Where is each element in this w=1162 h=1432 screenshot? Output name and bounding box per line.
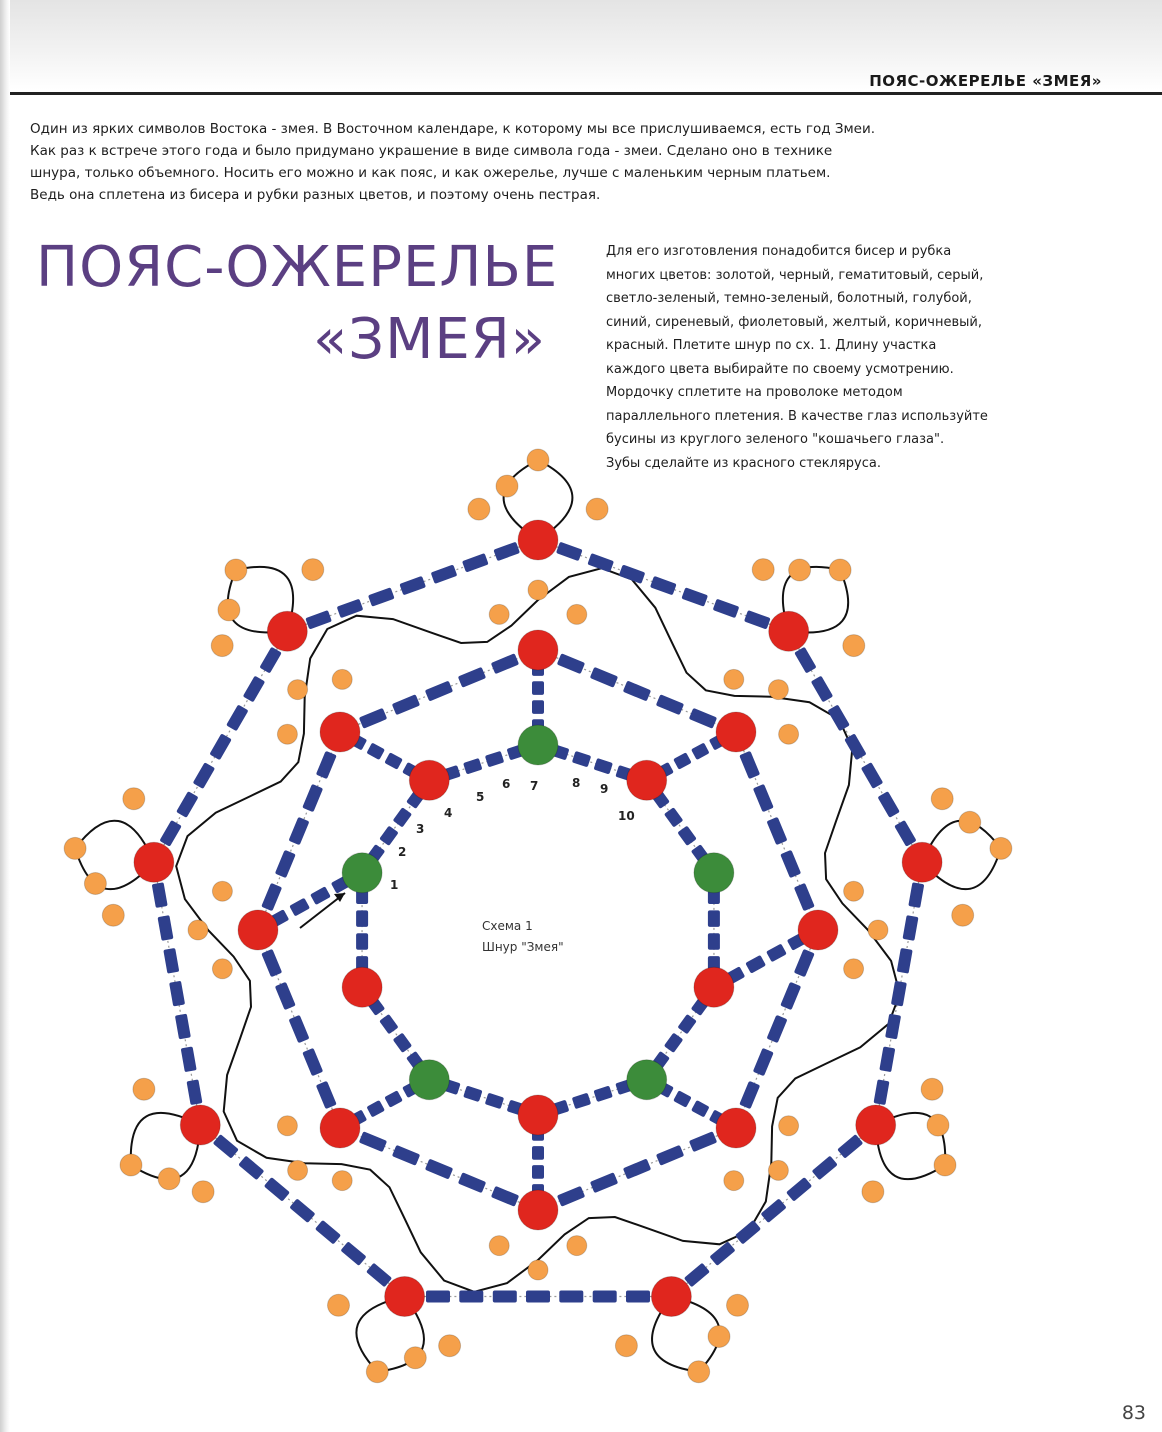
bugle-bead bbox=[767, 1015, 788, 1043]
red-bead bbox=[342, 967, 382, 1007]
red-bead bbox=[518, 1095, 558, 1135]
bugle-bead bbox=[315, 1220, 341, 1245]
bugle-bead bbox=[289, 1198, 315, 1223]
red-bead bbox=[856, 1105, 896, 1145]
bugle-bead bbox=[379, 1014, 398, 1034]
orange-bead bbox=[302, 559, 324, 581]
bugle-bead bbox=[526, 1291, 550, 1303]
bugle-bead bbox=[885, 1014, 901, 1040]
bugle-bead bbox=[572, 1093, 591, 1110]
red-bead bbox=[320, 1108, 360, 1148]
intro-paragraph bbox=[30, 118, 1130, 206]
bugle-bead bbox=[780, 850, 801, 878]
bugle-bead bbox=[264, 1177, 290, 1202]
orange-bead bbox=[489, 1236, 509, 1256]
orange-bead bbox=[927, 1114, 949, 1136]
bugle-bead bbox=[794, 883, 815, 911]
orange-bead bbox=[404, 1347, 426, 1369]
bugle-bead bbox=[891, 981, 907, 1007]
bugle-bead bbox=[379, 826, 398, 846]
bugle-bead bbox=[485, 751, 504, 768]
green-bead bbox=[518, 725, 558, 765]
instruction-line: светло-зеленый, темно-зеленый, болотный, голубой, bbox=[606, 291, 972, 306]
orange-bead bbox=[688, 1361, 710, 1383]
orange-bead bbox=[328, 1294, 350, 1316]
red-bead bbox=[798, 910, 838, 950]
step-number: 7 bbox=[530, 779, 539, 793]
bugle-bead bbox=[708, 933, 720, 950]
bugle-bead bbox=[425, 1159, 453, 1180]
orange-bead bbox=[332, 1171, 352, 1191]
step-number: 1 bbox=[390, 878, 399, 892]
red-bead bbox=[180, 1105, 220, 1145]
orange-bead bbox=[844, 881, 864, 901]
intro-line: Ведь она сплетена из бисера и рубки разных цветов, и поэтому очень пестрая. bbox=[30, 187, 601, 203]
step-number: 10 bbox=[618, 809, 635, 823]
bugle-bead bbox=[879, 1046, 895, 1072]
instruction-line: Зубы сделайте из красного стекляруса. bbox=[606, 455, 881, 471]
instruction-line: многих цветов: золотой, черный, гематитовый, серый, bbox=[606, 267, 984, 283]
instruction-line: Для его изготовления понадобится бисер и рубка bbox=[606, 244, 952, 259]
bugle-bead bbox=[677, 1014, 696, 1034]
bugle-bead bbox=[359, 1131, 387, 1152]
bugle-bead bbox=[593, 1291, 617, 1303]
bugle-bead bbox=[681, 587, 708, 606]
step-number: 9 bbox=[600, 782, 609, 796]
red-bead bbox=[716, 1108, 756, 1148]
orange-bead bbox=[724, 1171, 744, 1191]
instruction-line: бусины из круглого зеленого "кошачьего глаза". bbox=[606, 432, 945, 447]
red-bead bbox=[518, 520, 558, 560]
bugle-bead bbox=[532, 700, 544, 714]
bugle-bead bbox=[289, 898, 310, 917]
bugle-bead bbox=[766, 943, 787, 962]
orange-bead bbox=[615, 1335, 637, 1357]
bugle-bead bbox=[878, 791, 900, 818]
bugle-bead bbox=[593, 1086, 612, 1103]
bugle-bead bbox=[384, 752, 403, 769]
red-bead bbox=[409, 760, 449, 800]
bugle-bead bbox=[431, 564, 458, 583]
bugle-bead bbox=[689, 708, 717, 729]
bugle-bead bbox=[356, 910, 368, 927]
bugle-bead bbox=[532, 681, 544, 695]
red-bead bbox=[694, 967, 734, 1007]
bugle-bead bbox=[590, 1172, 618, 1193]
orange-bead bbox=[489, 604, 509, 624]
bugle-bead bbox=[366, 743, 385, 760]
orange-bead bbox=[727, 1294, 749, 1316]
bugle-bead bbox=[302, 1048, 323, 1076]
bugle-bead bbox=[152, 882, 168, 908]
bugle-bead bbox=[713, 599, 740, 618]
intro-line: Как раз к встрече этого года и было придумано украшение в виде символа года - змеи. Сделано оно в технике bbox=[30, 143, 833, 159]
bugle-bead bbox=[169, 981, 185, 1007]
beading-schema-diagram bbox=[0, 380, 1162, 1430]
article-title-line2: «ЗМЕЯ» bbox=[312, 307, 546, 372]
bugle-bead bbox=[458, 667, 486, 688]
red-bead bbox=[238, 910, 278, 950]
running-header: ПОЯС-ОЖЕРЕЛЬЕ «ЗМЕЯ» bbox=[869, 72, 1102, 90]
bugle-bead bbox=[226, 705, 248, 732]
bugle-bead bbox=[556, 542, 583, 561]
bugle-bead bbox=[623, 1159, 651, 1180]
bugle-bead bbox=[458, 1172, 486, 1193]
orange-bead bbox=[64, 837, 86, 859]
bugle-bead bbox=[691, 1100, 710, 1118]
step-number: 8 bbox=[572, 776, 581, 790]
orange-bead bbox=[567, 1236, 587, 1256]
bugle-bead bbox=[623, 681, 651, 702]
orange-bead bbox=[528, 1260, 548, 1280]
red-bead bbox=[627, 760, 667, 800]
bugle-bead bbox=[491, 653, 519, 674]
orange-bead bbox=[768, 1160, 788, 1180]
bugle-bead bbox=[894, 820, 916, 847]
intro-line: шнура, только объемного. Носить его можно и как пояс, и как ожерелье, лучше с маленьким черным платьем. bbox=[30, 165, 831, 181]
bugle-bead bbox=[828, 705, 850, 732]
bugle-bead bbox=[368, 587, 395, 606]
bugle-bead bbox=[656, 694, 684, 715]
bugle-bead bbox=[393, 1033, 412, 1053]
intro-line: Один из ярких символов Востока - змея. В Восточном календаре, к которому мы все прислушиваемся, есть год Змеи. bbox=[30, 121, 876, 137]
bugle-bead bbox=[238, 1156, 264, 1181]
bugle-bead bbox=[689, 1131, 717, 1152]
step-number: 4 bbox=[444, 806, 453, 820]
schema-caption-title: Схема 1 bbox=[482, 919, 533, 933]
orange-bead bbox=[123, 788, 145, 810]
thread-line bbox=[176, 568, 900, 1292]
bugle-bead bbox=[193, 762, 215, 789]
page-number: 83 bbox=[1121, 1402, 1146, 1424]
bugle-bead bbox=[557, 653, 585, 674]
bugle-bead bbox=[626, 1291, 650, 1303]
bugle-bead bbox=[708, 910, 720, 927]
orange-bead bbox=[212, 881, 232, 901]
bugle-bead bbox=[176, 791, 198, 818]
bugle-bead bbox=[664, 807, 683, 827]
orange-bead bbox=[225, 559, 247, 581]
bugle-bead bbox=[463, 1086, 482, 1103]
bugle-bead bbox=[302, 784, 323, 812]
orange-bead bbox=[158, 1168, 180, 1190]
bugle-bead bbox=[289, 1015, 310, 1043]
bugle-bead bbox=[744, 610, 771, 629]
bugle-bead bbox=[590, 667, 618, 688]
orange-bead bbox=[288, 680, 308, 700]
bugle-bead bbox=[811, 676, 833, 703]
orange-bead bbox=[133, 1078, 155, 1100]
bugle-bead bbox=[384, 1090, 403, 1108]
orange-bead bbox=[708, 1326, 730, 1348]
orange-bead bbox=[959, 811, 981, 833]
bugle-bead bbox=[903, 915, 919, 941]
bugle-bead bbox=[305, 610, 332, 629]
orange-bead bbox=[567, 604, 587, 624]
red-bead bbox=[651, 1277, 691, 1317]
orange-bead bbox=[212, 959, 232, 979]
green-bead bbox=[409, 1060, 449, 1100]
bugle-bead bbox=[572, 751, 591, 768]
orange-bead bbox=[102, 904, 124, 926]
bugle-bead bbox=[491, 1186, 519, 1207]
bugle-bead bbox=[425, 681, 453, 702]
bugle-bead bbox=[897, 948, 913, 974]
bugle-bead bbox=[392, 1145, 420, 1166]
orange-bead bbox=[779, 1116, 799, 1136]
bugle-bead bbox=[175, 1014, 191, 1040]
bugle-bead bbox=[735, 1220, 761, 1245]
step-number: 5 bbox=[476, 790, 485, 804]
bugle-bead bbox=[310, 886, 331, 905]
orange-bead bbox=[366, 1361, 388, 1383]
orange-bead bbox=[527, 449, 549, 471]
bugle-bead bbox=[316, 1081, 337, 1109]
orange-bead bbox=[496, 475, 518, 497]
bugle-bead bbox=[767, 817, 788, 845]
green-bead bbox=[694, 853, 734, 893]
bugle-bead bbox=[594, 758, 613, 775]
orange-bead bbox=[528, 580, 548, 600]
orange-bead bbox=[277, 1116, 297, 1136]
bugle-bead bbox=[739, 1081, 760, 1109]
bugle-bead bbox=[664, 1033, 683, 1053]
orange-bead bbox=[218, 599, 240, 621]
bugle-bead bbox=[532, 1146, 544, 1160]
green-bead bbox=[627, 1060, 667, 1100]
orange-bead bbox=[844, 959, 864, 979]
bugle-bead bbox=[794, 949, 815, 977]
bugle-bead bbox=[261, 883, 282, 911]
red-bead bbox=[902, 842, 942, 882]
bugle-bead bbox=[874, 1079, 890, 1105]
bugle-bead bbox=[493, 1291, 517, 1303]
orange-bead bbox=[586, 498, 608, 520]
step-number: 2 bbox=[398, 845, 407, 859]
orange-bead bbox=[211, 635, 233, 657]
orange-bead bbox=[332, 669, 352, 689]
orange-bead bbox=[931, 788, 953, 810]
bugle-bead bbox=[366, 1100, 385, 1118]
article-title bbox=[36, 232, 559, 376]
bugle-bead bbox=[163, 948, 179, 974]
bugle-bead bbox=[908, 882, 924, 908]
orange-bead bbox=[192, 1181, 214, 1203]
orange-bead bbox=[724, 669, 744, 689]
bugle-bead bbox=[684, 1263, 710, 1288]
orange-bead bbox=[120, 1154, 142, 1176]
bugle-bead bbox=[559, 1291, 583, 1303]
bugle-bead bbox=[158, 915, 174, 941]
orange-bead bbox=[952, 904, 974, 926]
article-title-line1: ПОЯС-ОЖЕРЕЛЬЕ bbox=[36, 235, 559, 300]
bugle-bead bbox=[356, 933, 368, 950]
orange-bead bbox=[868, 920, 888, 940]
bugle-bead bbox=[780, 982, 801, 1010]
green-bead bbox=[342, 853, 382, 893]
instruction-line: красный. Плетите шнур по сх. 1. Длину участка bbox=[606, 338, 937, 353]
bugle-bead bbox=[392, 694, 420, 715]
bugle-bead bbox=[261, 949, 282, 977]
bugle-bead bbox=[187, 1079, 203, 1105]
bugle-bead bbox=[399, 576, 426, 595]
bugle-bead bbox=[316, 751, 337, 779]
orange-bead bbox=[921, 1078, 943, 1100]
orange-bead bbox=[934, 1154, 956, 1176]
bugle-bead bbox=[485, 1093, 504, 1110]
bugle-bead bbox=[786, 1177, 812, 1202]
bugle-bead bbox=[753, 1048, 774, 1076]
instruction-line: параллельного плетения. В качестве глаз используйте bbox=[606, 408, 988, 424]
header-rule bbox=[10, 92, 1162, 95]
orange-bead bbox=[752, 559, 774, 581]
red-bead bbox=[320, 712, 360, 752]
bugle-bead bbox=[426, 1291, 450, 1303]
bugle-bead bbox=[275, 850, 296, 878]
red-bead bbox=[518, 1190, 558, 1230]
orange-bead bbox=[468, 498, 490, 520]
bugle-bead bbox=[673, 1090, 692, 1107]
orange-bead bbox=[768, 680, 788, 700]
schema-caption-subtitle: Шнур "Змея" bbox=[482, 940, 564, 954]
bugle-bead bbox=[532, 1165, 544, 1179]
step-number: 6 bbox=[502, 777, 511, 791]
red-bead bbox=[385, 1277, 425, 1317]
orange-bead bbox=[789, 559, 811, 581]
red-bead bbox=[716, 712, 756, 752]
bugle-bead bbox=[463, 758, 482, 775]
bugle-bead bbox=[691, 743, 710, 760]
bugle-bead bbox=[181, 1046, 197, 1072]
orange-bead bbox=[829, 559, 851, 581]
bugle-bead bbox=[650, 576, 677, 595]
bugle-bead bbox=[259, 647, 281, 674]
orange-bead bbox=[990, 837, 1012, 859]
bugle-bead bbox=[861, 762, 883, 789]
bugle-bead bbox=[366, 1263, 392, 1288]
step-number: 3 bbox=[416, 822, 425, 836]
bugle-bead bbox=[393, 807, 412, 827]
bugle-bead bbox=[587, 553, 614, 572]
bugle-bead bbox=[159, 820, 181, 847]
instruction-line: каждого цвета выбирайте по своему усмотрению. bbox=[606, 361, 954, 377]
orange-bead bbox=[843, 635, 865, 657]
red-bead bbox=[134, 842, 174, 882]
bugle-bead bbox=[837, 1134, 863, 1159]
instruction-line: синий, сиреневый, фиолетовый, желтый, коричневый, bbox=[606, 314, 982, 330]
bugle-bead bbox=[359, 708, 387, 729]
orange-bead bbox=[277, 724, 297, 744]
orange-bead bbox=[439, 1335, 461, 1357]
bugle-bead bbox=[209, 733, 231, 760]
red-bead bbox=[769, 611, 809, 651]
bugle-bead bbox=[275, 982, 296, 1010]
bugle-bead bbox=[709, 1241, 735, 1266]
bugle-bead bbox=[794, 647, 816, 674]
orange-bead bbox=[862, 1181, 884, 1203]
bugle-bead bbox=[243, 676, 265, 703]
orange-bead bbox=[188, 920, 208, 940]
bugle-bead bbox=[493, 542, 520, 561]
bugle-bead bbox=[289, 817, 310, 845]
bugle-bead bbox=[812, 1156, 838, 1181]
bugle-bead bbox=[673, 752, 692, 769]
instruction-line: Мордочку сплетите на проволоке методом bbox=[606, 385, 903, 400]
bugle-bead bbox=[340, 1241, 366, 1266]
orange-bead bbox=[84, 873, 106, 895]
bugle-bead bbox=[739, 751, 760, 779]
red-bead bbox=[267, 611, 307, 651]
orange-bead bbox=[288, 1160, 308, 1180]
bugle-bead bbox=[459, 1291, 483, 1303]
bugle-bead bbox=[677, 826, 696, 846]
red-bead bbox=[518, 630, 558, 670]
bugle-bead bbox=[753, 784, 774, 812]
bugle-bead bbox=[656, 1145, 684, 1166]
bugle-bead bbox=[557, 1186, 585, 1207]
bugle-bead bbox=[462, 553, 489, 572]
orange-bead bbox=[779, 724, 799, 744]
bugle-bead bbox=[745, 955, 766, 974]
